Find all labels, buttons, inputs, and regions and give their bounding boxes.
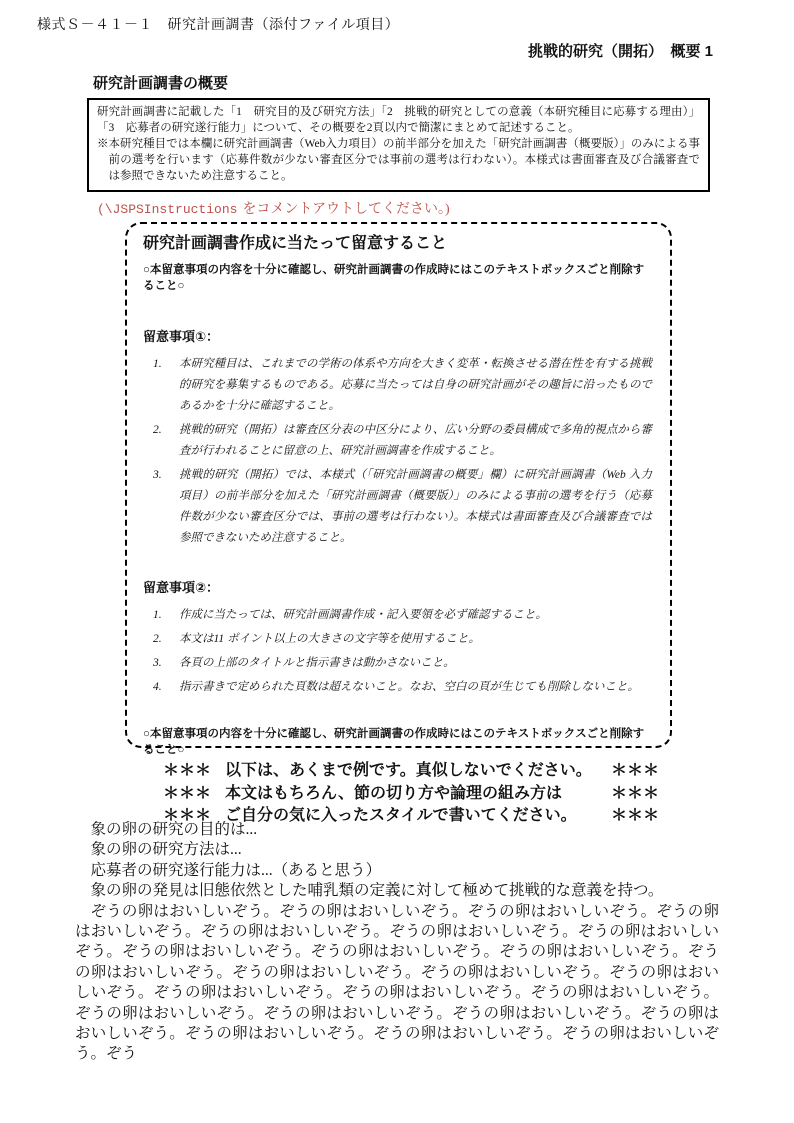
delete-textbox-note-top: ○本留意事項の内容を十分に確認し、研究計画調書の作成時にはこのテキストボックスごと削除すること○ xyxy=(143,264,645,292)
delete-textbox-note-bottom: ○本留意事項の内容を十分に確認し、研究計画調書の作成時にはこのテキストボックスごと削除すること○ xyxy=(143,728,645,756)
latex-comment-note xyxy=(97,198,450,218)
body-line: 応募者の研究遂行能力は...（あると思う） xyxy=(90,861,382,879)
list-item-text: 挑戦的研究（開拓）では、本様式（「研究計画調書の概要」欄）に研究計画調書（Web 入力項目）の前半部分を加えた「研究計画調書（概要版）」のみによる事前の選考を行う（応募件数が少ない審査区分では、事前の選考は行わない）。本様式は書面審査及び合議審査では参照できないため注意すること。 xyxy=(179,469,652,544)
body-line: 象の卵の研究方法は... xyxy=(90,841,242,859)
list-item xyxy=(153,629,652,650)
stars-left: ＊＊＊ xyxy=(163,807,212,824)
list-item-number: 2. xyxy=(153,424,162,436)
summary-note-paragraph: ※本研究種目では本欄に研究計画調書（Web入力項目）の前半部分を加えた「研究計画調書（概要版）」のみによる事前の選考を行います（応募件数が少ない審査区分では事前の選考は行わない）。本様式は書面審査及び合議審査では参照できないため注意すること。 xyxy=(97,138,700,182)
body-line: 象の卵の発見は旧態依然とした哺乳類の定義に対して極めて挑戦的な意義を持つ。 xyxy=(90,882,664,900)
body-line: 象の卵の研究の目的は... xyxy=(90,821,258,838)
attention-section1-list xyxy=(143,354,652,549)
example-warning-block xyxy=(163,760,659,828)
list-item-text: 各頁の上部のタイトルと指示書きは動かさないこと。 xyxy=(179,657,455,669)
list-item-text: 本文は11 ポイント以上の大きさの文字等を使用すること。 xyxy=(179,633,481,645)
list-item-text: 指示書きで定められた頁数は超えないこと。なお、空白の頁が生じても削除しないこと。 xyxy=(179,681,639,693)
example-body-text xyxy=(75,820,719,1065)
list-item-text: 挑戦的研究（開拓）は審査区分表の中区分により、広い分野の委員構成で多角的視点から審査が行われることに留意の上、研究計画調書を作成すること。 xyxy=(179,424,652,457)
attention-section1-label: 留意事項①： xyxy=(143,329,220,344)
attention-section2-label: 留意事項②： xyxy=(143,580,220,595)
list-item-number: 3. xyxy=(153,657,162,669)
latex-comment-text: をコメントアウトしてください。) xyxy=(242,202,450,217)
list-item-number: 2. xyxy=(153,633,162,645)
example-warning-line xyxy=(163,783,659,806)
stars-right: ＊＊＊ xyxy=(611,784,660,802)
summary-instruction-box xyxy=(87,98,710,192)
list-item-number: 3. xyxy=(153,469,162,481)
page-header-category: 挑戦的研究（開拓） 概要 1 xyxy=(527,43,713,60)
example-warning-text: ご自分の気に入ったスタイルで書いてください。 xyxy=(225,807,577,824)
stars-right: ＊＊＊ xyxy=(611,762,660,779)
list-item xyxy=(153,354,652,417)
attention-section2-list xyxy=(143,605,652,698)
list-item xyxy=(153,677,652,698)
list-item-number: 1. xyxy=(153,609,162,621)
latex-command-text: (\JSPSInstructions xyxy=(97,202,238,217)
stars-left: ＊＊＊ xyxy=(163,784,212,802)
list-item-number: 4. xyxy=(153,681,162,693)
example-warning-text: 以下は、あくまで例です。真似しないでください。 xyxy=(225,762,592,779)
list-item xyxy=(153,420,652,462)
section-title: 研究計画調書の概要 xyxy=(93,75,229,92)
stars-left: ＊＊＊ xyxy=(163,762,212,779)
list-item-text: 本研究種目は、これまでの学術の体系や方向を大きく変革・転換させる潜在性を有する挑戦的研究を募集するものである。応募に当たっては自身の研究計画がその趣旨に沿ったものであるかを十分に確認すること。 xyxy=(179,358,652,412)
attention-notes-box xyxy=(125,222,672,756)
summary-instruction-paragraph: 研究計画調書に記載した「1 研究目的及び研究方法」「2 挑戦的研究としての意義（本研究種目に応募する理由）」「3 応募者の研究遂行能力」について、その概要を2頁以内で簡潔にまとめて記述すること。 xyxy=(97,106,700,134)
list-item-number: 1. xyxy=(153,358,162,370)
stars-right: ＊＊＊ xyxy=(611,807,660,824)
example-warning-line xyxy=(163,760,659,783)
form-code: 様式Ｓ－４１－１ 研究計画調書（添付ファイル項目） xyxy=(37,18,400,33)
list-item xyxy=(153,465,652,549)
list-item-text: 作成に当たっては、研究計画調書作成・記入要領を必ず確認すること。 xyxy=(179,609,547,621)
example-warning-text: 本文はもちろん、節の切り方や論理の組み方は xyxy=(225,784,562,802)
list-item xyxy=(153,605,652,626)
notes-box-title: 研究計画調書作成に当たって留意すること xyxy=(143,235,448,252)
list-item xyxy=(153,653,652,674)
body-paragraph: ぞうの卵はおいしいぞう。ぞうの卵はおいしいぞう。ぞうの卵はおいしいぞう。ぞうの卵はおいしいぞう。ぞうの卵はおいしいぞう。ぞうの卵はおいしいぞう。ぞうの卵はおいしいぞう。ぞうの卵はおいしいぞう。ぞうの卵はおいしいぞう。ぞうの卵はおいしいぞう。ぞうの卵はおいしいぞう。ぞうの卵はおいしいぞう。ぞうの卵はおいしいぞう。ぞうの卵はおいしいぞう。ぞうの卵はおいしいぞう。ぞうの卵はおいしいぞう。ぞうの卵はおいしいぞう。ぞうの卵はおいしいぞう。ぞうの卵はおいしいぞう。ぞうの卵はおいしいぞう。ぞうの卵はおいしいぞう。ぞうの卵はおいしいぞう。ぞうの卵はおいしいぞう。ぞうの卵はおいしいぞう。ぞう xyxy=(75,902,719,1063)
